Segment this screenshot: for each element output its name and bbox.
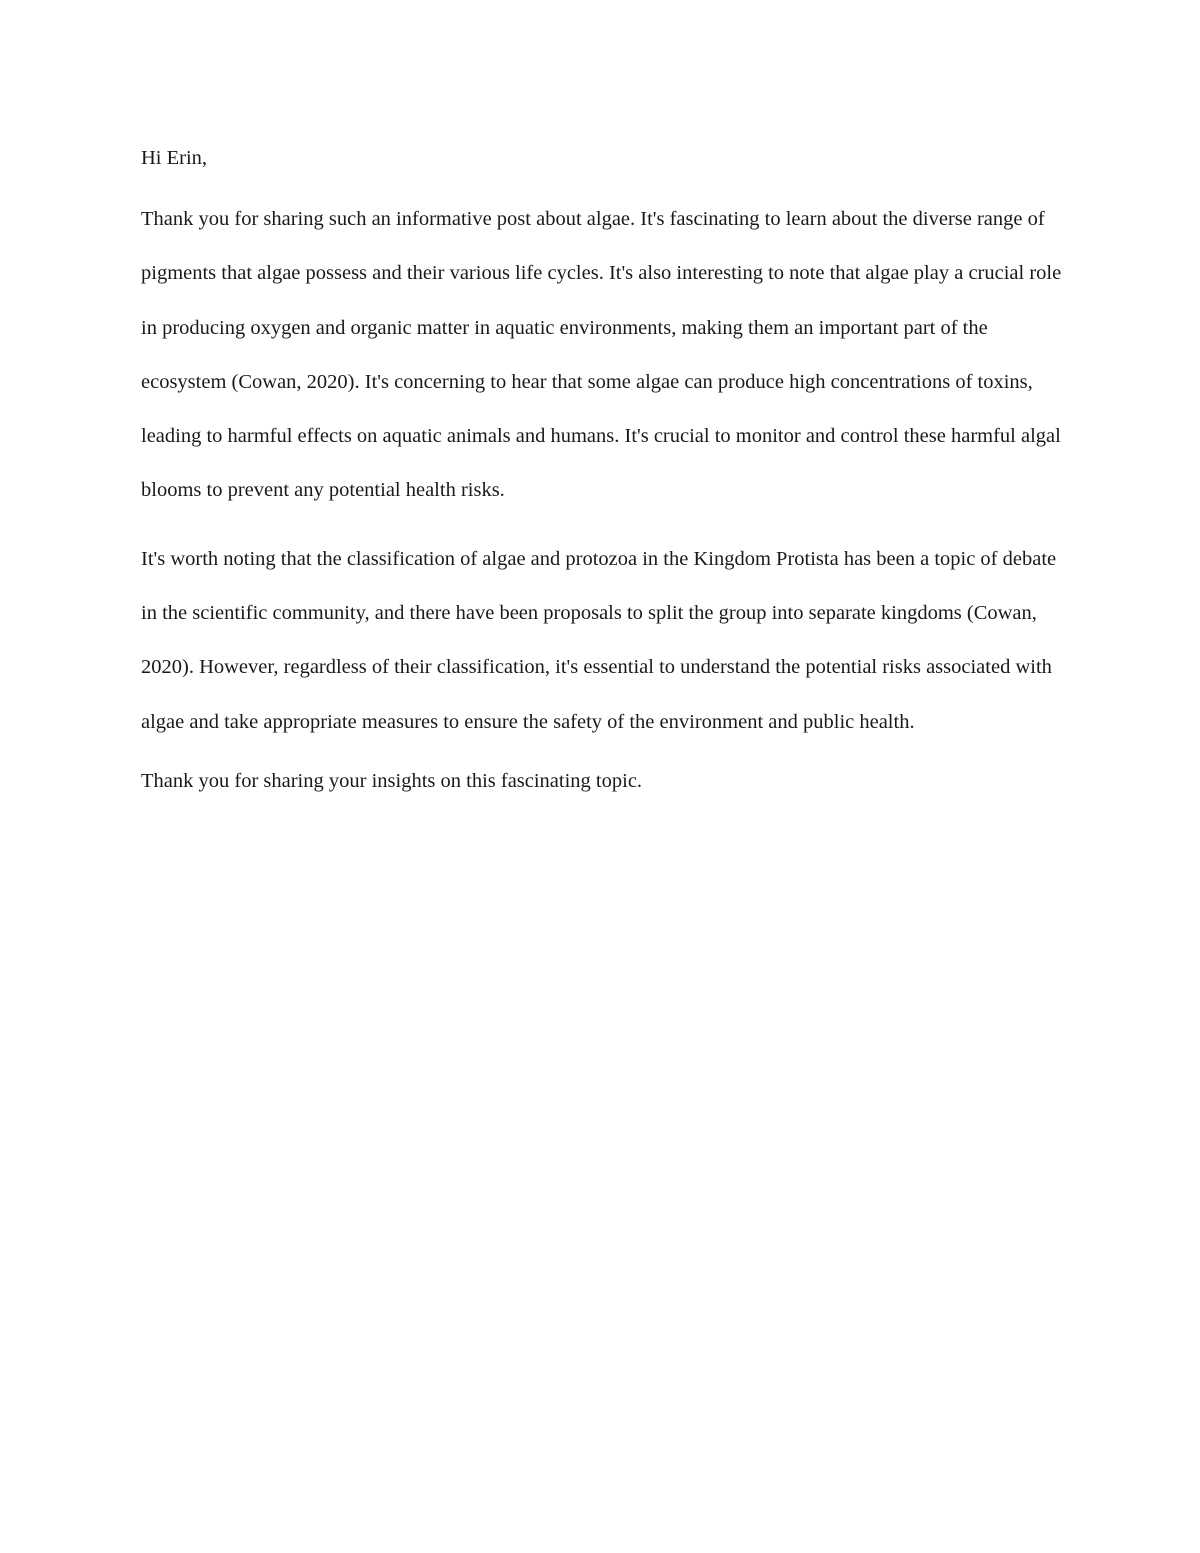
document-body (141, 140, 1066, 799)
body-paragraph-1: Thank you for sharing such an informative post about algae. It's fascinating to learn about the diverse range of pigments that algae possess and their various life cycles. It's also interesting to note that algae play a crucial role in producing oxygen and organic matter in aquatic environments, making them an important part of the ecosystem (Cowan, 2020). It's concerning to hear that some algae can produce high concentrations of toxins, leading to harmful effects on aquatic animals and humans. It's crucial to monitor and control these harmful algal blooms to prevent any potential health risks. (141, 208, 1062, 502)
spacer (141, 749, 1066, 763)
body-paragraph-2: It's worth noting that the classification of algae and protozoa in the Kingdom Protista has been a topic of debate in the scientific community, and there have been proposals to split the group into separate kingdoms (Cowan, 2020). However, regardless of their classification, it's essential to understand the potential risks associated with algae and take appropriate measures to ensure the safety of the environment and public health. (141, 547, 1057, 733)
salutation: Hi Erin, (141, 147, 208, 169)
spacer (141, 518, 1066, 532)
closing-line: Thank you for sharing your insights on this fascinating topic. (141, 769, 643, 792)
spacer (141, 176, 1066, 192)
